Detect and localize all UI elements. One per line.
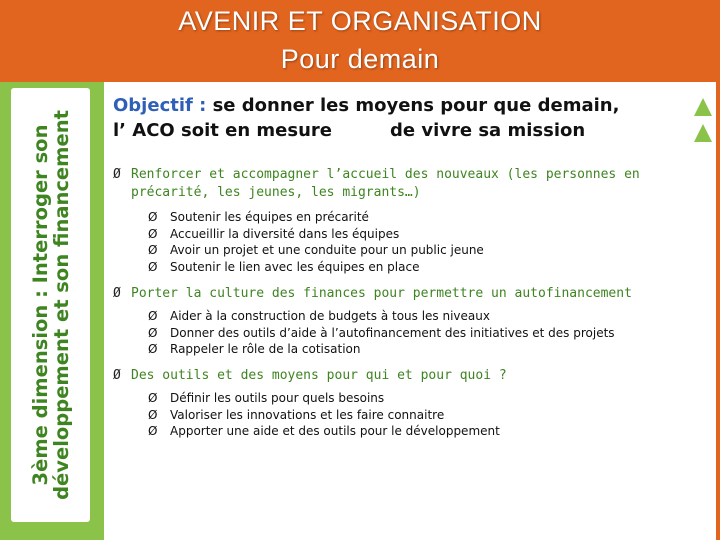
list-item: Ø Soutenir le lien avec les équipes en place xyxy=(148,259,420,274)
dimension-label: 3ème dimension : Interroger son développement et son financement xyxy=(28,110,73,500)
arrow-bullet-icon: Ø xyxy=(148,210,158,224)
arrow-bullet-icon: Ø xyxy=(148,243,158,257)
objective-line2b: de vivre sa mission xyxy=(389,120,586,141)
sidebar-label-container xyxy=(11,88,90,522)
objective-label: Objectif : xyxy=(113,95,207,116)
section-title: Renforcer et accompagner l’accueil des nouveaux (les personnes en précarité, les jeunes, les migrants…) xyxy=(131,167,640,200)
objective-line2a: l’ ACO soit en mesure xyxy=(113,120,332,141)
triangle-decoration-icon xyxy=(694,98,712,116)
arrow-bullet-icon: Ø xyxy=(148,342,158,356)
list-item: Ø Valoriser les innovations et les faire connaitre xyxy=(148,407,445,422)
section-title: Porter la culture des finances pour permettre un autofinancement xyxy=(131,286,632,301)
arrow-bullet-icon: Ø xyxy=(148,309,158,323)
arrow-bullet-icon: Ø xyxy=(148,226,158,241)
title-banner xyxy=(0,0,720,82)
list-item: Ø Soutenir les équipes en précarité xyxy=(148,210,369,224)
arrow-bullet-icon: Ø xyxy=(148,325,158,340)
arrow-bullet-icon: Ø xyxy=(113,167,121,182)
slide-title: AVENIR ET ORGANISATION xyxy=(178,6,542,36)
list-item: Ø Rappeler le rôle de la cotisation xyxy=(148,342,361,356)
slide-subtitle: Pour demain xyxy=(280,44,440,74)
arrow-bullet-icon: Ø xyxy=(113,368,121,383)
list-item: Ø Avoir un projet et une conduite pour un public jeune xyxy=(148,243,484,257)
arrow-bullet-icon: Ø xyxy=(148,424,158,438)
list-item: Ø Accueillir la diversité dans les équipes xyxy=(148,226,400,241)
objective-line1: se donner les moyens pour que demain, xyxy=(206,95,620,116)
section-heading xyxy=(113,166,653,202)
list-item: Ø Aider à la construction de budgets à tous les niveaux xyxy=(148,309,490,323)
objective-statement xyxy=(113,93,643,143)
right-edge-stripe xyxy=(716,82,720,540)
section-heading xyxy=(113,367,653,385)
list-item: Ø Définir les outils pour quels besoins xyxy=(148,391,385,405)
arrow-bullet-icon: Ø xyxy=(148,407,158,422)
section-heading xyxy=(113,285,653,303)
arrow-bullet-icon: Ø xyxy=(148,391,158,405)
section-title: Des outils et des moyens pour qui et pour quoi ? xyxy=(131,368,507,383)
list-item: Ø Donner des outils d’aide à l’autofinancement des initiatives et des projets xyxy=(148,325,615,340)
sub-list xyxy=(148,209,658,275)
list-item: Ø Apporter une aide et des outils pour le développement xyxy=(148,424,500,438)
triangle-decoration-icon xyxy=(694,124,712,142)
arrow-bullet-icon: Ø xyxy=(113,286,121,301)
arrow-bullet-icon: Ø xyxy=(148,259,158,274)
sub-list xyxy=(148,308,658,358)
sub-list xyxy=(148,390,658,440)
